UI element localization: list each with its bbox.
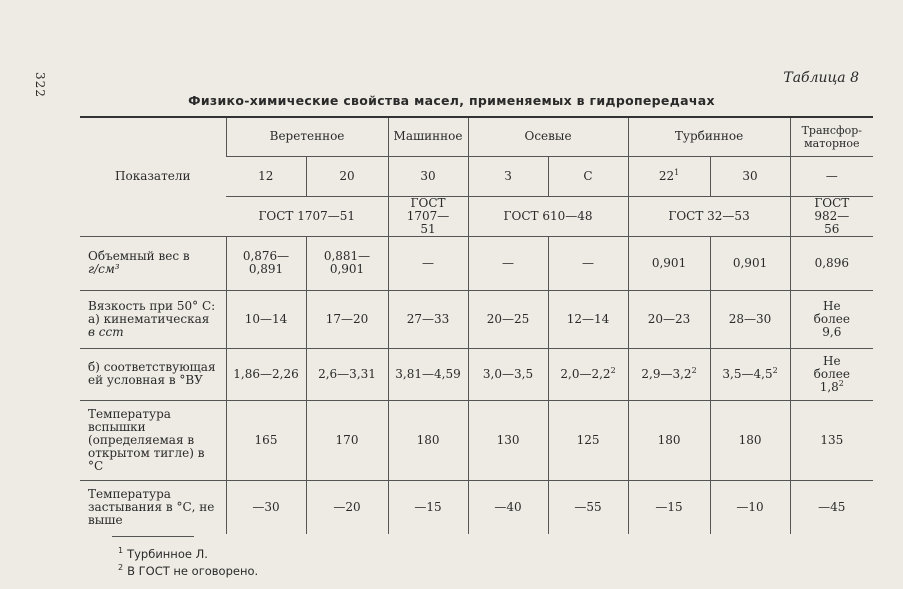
grade-value: 20: [339, 168, 355, 183]
standard-turbine: ГОСТ 32—53: [628, 196, 790, 236]
value-text: 3,0—3,5: [482, 366, 534, 381]
grade-cell: [628, 156, 710, 196]
value-cell: 0,881—0,901: [306, 236, 388, 290]
value-cell: [790, 348, 873, 400]
value-cell: —55: [548, 480, 628, 534]
grade-cell: [468, 156, 548, 196]
row-label-text: Объемный вес в: [88, 249, 190, 263]
group-spindle: Веретенное: [226, 118, 388, 156]
row-label-line2: а) кинематическая: [88, 311, 210, 326]
value-cell: 130: [468, 400, 548, 480]
row-label-text: Вязкость при 50° С:: [88, 298, 216, 313]
value-text: 2,0—2,2: [560, 366, 611, 381]
value-cell: 165: [226, 400, 306, 480]
value-cell: [306, 348, 388, 400]
grade-value: —: [825, 168, 838, 183]
group-transformer: Трансфор-маторное: [790, 118, 873, 156]
grade-cell: [226, 156, 306, 196]
value-cell: [226, 348, 306, 400]
grade-value: 30: [420, 168, 436, 183]
value-cell: 12—14: [548, 290, 628, 348]
value-cell: —15: [628, 480, 710, 534]
value-cell: [628, 348, 710, 400]
value-cell: [548, 348, 628, 400]
value-cell: 180: [710, 400, 790, 480]
value-text: 1,86—2,26: [233, 366, 299, 381]
row-label-unit: в сст: [88, 324, 124, 339]
value-cell: —45: [790, 480, 873, 534]
value-cell: 0,901: [628, 236, 710, 290]
grade-value: 30: [742, 168, 758, 183]
header-group-row: [80, 118, 873, 156]
row-label: [80, 290, 226, 348]
footnote-rule: [112, 536, 194, 537]
value-text: 2,6—3,31: [318, 366, 376, 381]
value-cell: 0,876—0,891: [226, 236, 306, 290]
grade-cell: [388, 156, 468, 196]
value-cell: [710, 348, 790, 400]
standard-transformer: ГОСТ 982—56: [790, 196, 873, 236]
value-cell: 0,901: [710, 236, 790, 290]
row-label: б) соответствующая ей условная в °ВУ: [80, 348, 226, 400]
value-mark: 2: [691, 365, 697, 375]
value-cell: 10—14: [226, 290, 306, 348]
grade-value: З: [504, 168, 512, 183]
value-cell: —10: [710, 480, 790, 534]
value-cell: 20—23: [628, 290, 710, 348]
value-cell: 180: [628, 400, 710, 480]
value-text: 2,9—3,2: [641, 366, 692, 381]
value-cell: —: [468, 236, 548, 290]
footnote: [118, 544, 258, 561]
table-row: [80, 236, 873, 290]
value-text: 3,81—4,59: [395, 366, 461, 381]
table-row: [80, 480, 873, 534]
value-cell: 180: [388, 400, 468, 480]
footnote-mark: 2: [118, 562, 124, 572]
value-cell: —: [388, 236, 468, 290]
value-cell: —15: [388, 480, 468, 534]
value-cell: 20—25: [468, 290, 548, 348]
footnote-text: В ГОСТ не оговорено.: [127, 563, 259, 578]
value-cell: 27—33: [388, 290, 468, 348]
value-text: 3,5—4,5: [722, 366, 773, 381]
grade-value: С: [583, 168, 593, 183]
value-cell: —: [548, 236, 628, 290]
value-cell: [388, 348, 468, 400]
row-label-unit: г/см³: [88, 262, 120, 276]
grade-cell: [790, 156, 873, 196]
grade-value: 12: [258, 168, 274, 183]
header-row-label: Показатели: [80, 118, 226, 236]
value-cell: 170: [306, 400, 388, 480]
value-cell: 17—20: [306, 290, 388, 348]
value-cell: —20: [306, 480, 388, 534]
footnote-mark: 1: [118, 546, 124, 555]
value-mark: 2: [772, 365, 778, 375]
value-cell: —40: [468, 480, 548, 534]
footnote-text: Турбинное Л.: [127, 546, 208, 561]
grade-cell: [548, 156, 628, 196]
row-label: Температура застывания в °С, не выше: [88, 486, 215, 527]
table-row: [80, 290, 873, 348]
footnote: [118, 561, 258, 578]
table-label: Таблица 8: [783, 70, 859, 86]
row-label: [80, 236, 226, 290]
table-row: [80, 348, 873, 400]
grade-cell: [306, 156, 388, 196]
row-label: Температура вспышки (определяемая в открытом тигле) в °С: [80, 400, 226, 480]
footnotes: [118, 544, 258, 578]
table-row: [80, 400, 873, 480]
value-cell: 125: [548, 400, 628, 480]
properties-table: [80, 118, 873, 534]
value-cell: Не более 9,6: [790, 290, 873, 348]
grade-cell: [710, 156, 790, 196]
standard-machine: ГОСТ 1707—51: [388, 196, 468, 236]
group-machine: Машинное: [388, 118, 468, 156]
value-text: Не более 1,8: [813, 353, 850, 394]
value-cell: 135: [790, 400, 873, 480]
group-axle: Осевые: [468, 118, 628, 156]
standard-axle: ГОСТ 610—48: [468, 196, 628, 236]
grade-mark: 1: [674, 167, 680, 177]
value-mark: 2: [838, 378, 844, 388]
grade-value: 22: [658, 168, 675, 183]
value-cell: 28—30: [710, 290, 790, 348]
value-cell: 0,896: [790, 236, 873, 290]
value-mark: 2: [610, 365, 616, 375]
value-cell: [468, 348, 548, 400]
standard-spindle: ГОСТ 1707—51: [226, 196, 388, 236]
page-number: 322: [33, 72, 47, 98]
table-title: Физико-химические свойства масел, применяемых в гидропередачах: [188, 93, 715, 108]
group-turbine: Турбинное: [628, 118, 790, 156]
value-cell: —30: [226, 480, 306, 534]
